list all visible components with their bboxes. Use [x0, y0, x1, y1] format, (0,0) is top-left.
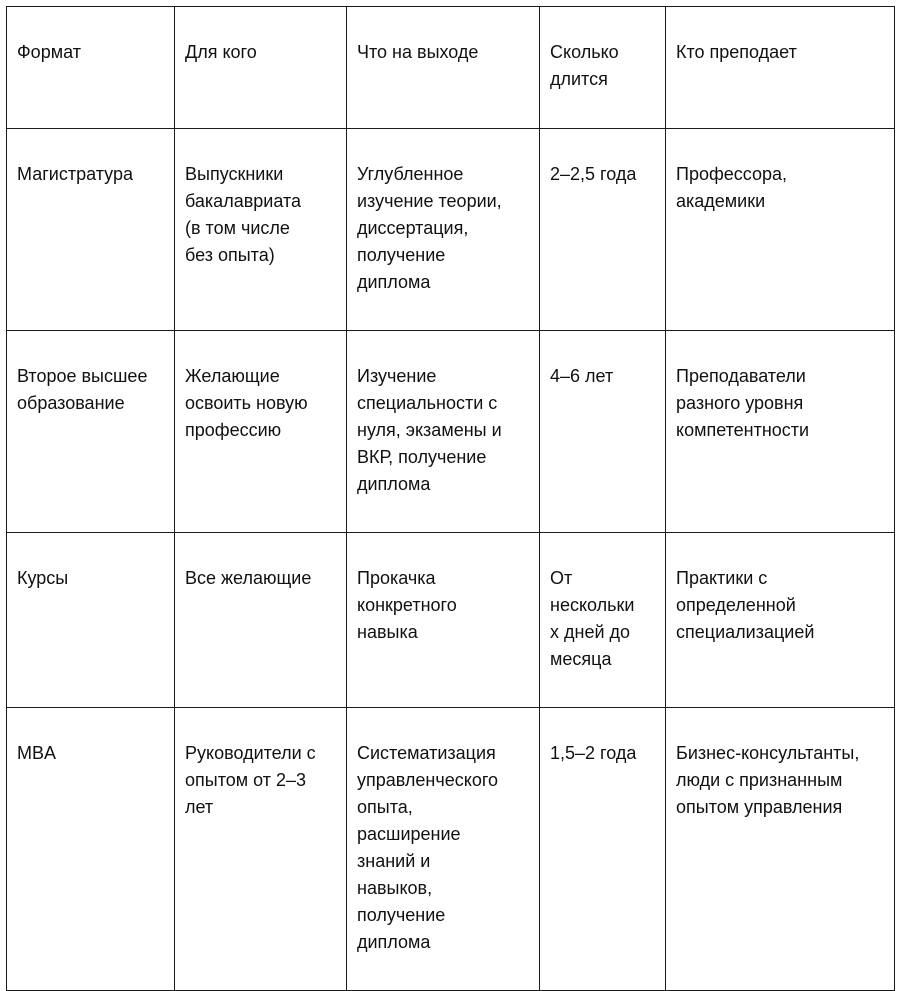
- table-row: [7, 129, 895, 331]
- cell-teachers: Практики с определенной специализацией: [666, 533, 895, 708]
- header-cell-format: Формат: [7, 7, 175, 129]
- table-row: [7, 533, 895, 708]
- cell-audience: Руководители с опытом от 2–3 лет: [175, 708, 347, 991]
- cell-audience: Выпускники бакалавриата (в том числе без опыта): [175, 129, 347, 331]
- cell-format: MBA: [7, 708, 175, 991]
- cell-outcome: Углубленное изучение теории, диссертация, получение диплома: [347, 129, 540, 331]
- header-cell-duration: Сколько длится: [540, 7, 666, 129]
- cell-outcome: Систематизация управленческого опыта, расширение знаний и навыков, получение диплома: [347, 708, 540, 991]
- cell-duration: 4–6 лет: [540, 331, 666, 533]
- header-cell-teachers: Кто преподает: [666, 7, 895, 129]
- cell-outcome: Прокачка конкретного навыка: [347, 533, 540, 708]
- cell-teachers: Бизнес-консультанты, люди с признанным опытом управления: [666, 708, 895, 991]
- cell-audience: Все желающие: [175, 533, 347, 708]
- cell-format: Курсы: [7, 533, 175, 708]
- header-cell-outcome: Что на выходе: [347, 7, 540, 129]
- cell-outcome: Изучение специальности с нуля, экзамены и ВКР, получение диплома: [347, 331, 540, 533]
- cell-duration: От нескольки х дней до месяца: [540, 533, 666, 708]
- cell-teachers: Профессора, академики: [666, 129, 895, 331]
- cell-duration: 1,5–2 года: [540, 708, 666, 991]
- cell-teachers: Преподаватели разного уровня компетентности: [666, 331, 895, 533]
- table-header-row: [7, 7, 895, 129]
- cell-format: Магистратура: [7, 129, 175, 331]
- cell-duration: 2–2,5 года: [540, 129, 666, 331]
- header-cell-audience: Для кого: [175, 7, 347, 129]
- cell-audience: Желающие освоить новую профессию: [175, 331, 347, 533]
- table-row: [7, 331, 895, 533]
- cell-format: Второе высшее образование: [7, 331, 175, 533]
- table-row: [7, 708, 895, 991]
- education-formats-table: [6, 6, 895, 991]
